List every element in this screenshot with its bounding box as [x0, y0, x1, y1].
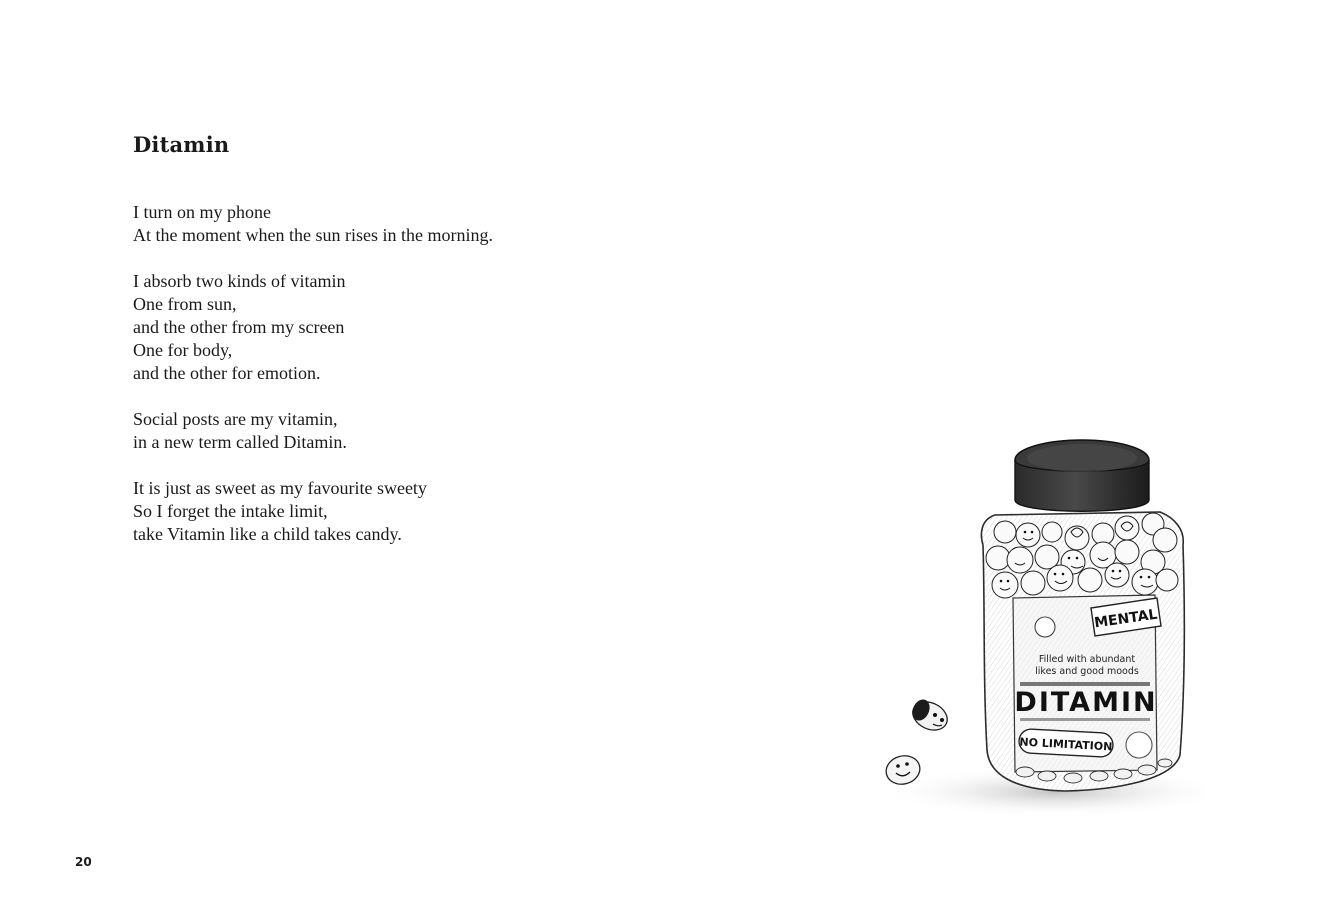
poem: [133, 130, 693, 569]
poem-line: At the moment when the sun rises in the morning.: [133, 225, 493, 245]
stanza: [133, 408, 693, 454]
page-number: 20: [75, 855, 92, 869]
poem-line: So I forget the intake limit,: [133, 501, 328, 521]
no-limitation-badge: [1018, 729, 1113, 758]
stanza: [133, 270, 693, 385]
mental-tag-text: MENTAL: [1093, 606, 1159, 632]
poem-line: take Vitamin like a child takes candy.: [133, 524, 402, 544]
poem-line: and the other from my screen: [133, 317, 345, 337]
label-tagline-2: likes and good moods: [1035, 666, 1139, 677]
poem-line: One for body,: [133, 340, 233, 360]
label-tagline-1: Filled with abundant: [1038, 654, 1136, 665]
poem-line: I absorb two kinds of vitamin: [133, 271, 346, 291]
poem-line: Social posts are my vitamin,: [133, 409, 338, 429]
poem-line: One from sun,: [133, 294, 237, 314]
no-limitation-text: NO LIMITATION: [1019, 735, 1113, 754]
poem-line: I turn on my phone: [133, 202, 271, 222]
poem-line: in a new term called Ditamin.: [133, 432, 347, 452]
stanza: [133, 201, 693, 247]
loose-pill-icon: [908, 697, 952, 736]
label-brand: DITAMIN: [1014, 687, 1158, 718]
poem-line: It is just as sweet as my favourite sweety: [133, 478, 427, 498]
poem-line: and the other for emotion.: [133, 363, 321, 383]
poem-title: Ditamin: [133, 132, 230, 157]
stanza: [133, 477, 693, 546]
ditamin-jar-illustration: [855, 420, 1205, 830]
label-dot: [1035, 617, 1055, 637]
